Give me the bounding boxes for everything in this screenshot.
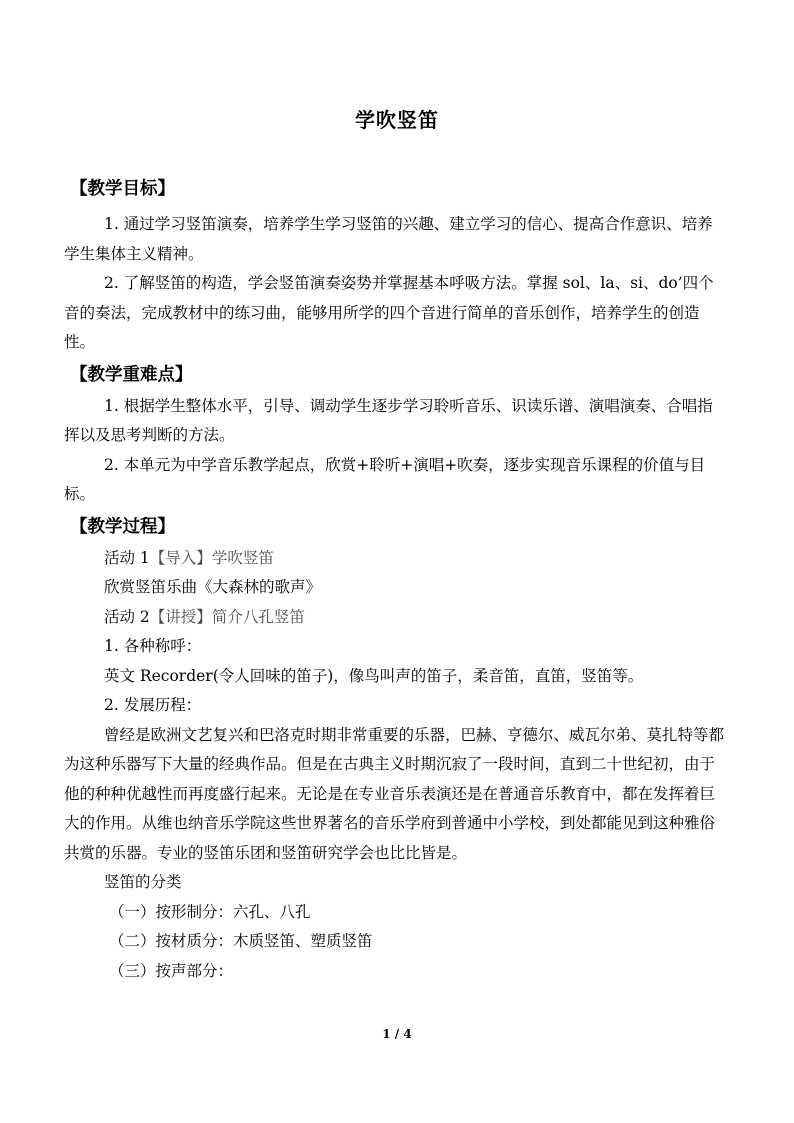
goals-paragraph-1: 1. 通过学习竖笛演奏，培养学生学习竖笛的兴趣、建立学习的信心、提高合作意识、培养学生集体主义精神。 (64, 215, 713, 263)
activity-1-tag: 【导入】 (149, 548, 212, 567)
document-body (64, 172, 724, 986)
item-1-text: 英文 Recorder(令人回味的笛子)，像鸟叫声的笛子，柔音笛，直笛，竖笛等。 (104, 666, 644, 685)
activity-1-prefix: 活动 1 (104, 548, 150, 567)
activity-1-name: 学吹竖笛 (211, 548, 274, 567)
section-heading-goals: 【教学目标】 (70, 179, 175, 199)
page-title: 学吹竖笛 (355, 108, 439, 132)
section-heading-process: 【教学过程】 (70, 516, 175, 537)
item-2-heading: 2. 发展历程： (104, 696, 202, 714)
section-heading-key-points: 【教学重难点】 (70, 364, 193, 385)
goals-paragraph-2: 2. 了解竖笛的构造，学会竖笛演奏姿势并掌握基本呼吸方法。掌握 sol、la、si、do’四个音的奏法，完成教材中的练习曲，能够用所学的四个音进行简单的音乐创作，培养学生的创造性。 (64, 274, 714, 351)
activity-2-name: 简介八孔竖笛 (211, 607, 305, 626)
appreciate-line: 欣赏竖笛乐曲《大森林的歌声》 (104, 578, 322, 596)
classification-heading: 竖笛的分类 (104, 873, 182, 891)
page-number: 1 / 4 (382, 1027, 412, 1041)
activity-2-tag: 【讲授】 (149, 607, 212, 626)
classification-item-1: （一）按形制分：六孔、八孔 (109, 902, 311, 921)
key-points-paragraph-1: 1. 根据学生整体水平，引导、调动学生逐步学习聆听音乐、识读乐谱、演唱演奏、合唱指挥以及思考判断的方法。 (64, 396, 713, 444)
activity-1-line (64, 544, 724, 574)
activity-2-prefix: 活动 2 (104, 607, 150, 626)
classification-item-3: （三）按声部分： (109, 961, 234, 980)
key-points-paragraph-2: 2. 本单元为中学音乐教学起点，欣赏+聆听+演唱+吹奏，逐步实现音乐课程的价值与目标。 (64, 455, 706, 503)
activity-2-line (64, 603, 724, 633)
history-paragraph: 曾经是欧洲文艺复兴和巴洛克时期非常重要的乐器，巴赫、亨德尔、威瓦尔弟、莫扎特等都为这种乐器写下大量的经典作品。但是在古典主义时期沉寂了一段时间，直到二十世纪初，由于他的种种优越性而再度盛行起来。无论是在专业音乐表演还是在普通音乐教育中，都在发挥着巨大的作用。从维也纳音乐学院这些世界著名的音乐学府到普通中小学校，到处都能见到这种雅俗共赏的乐器。专业的竖笛乐团和竖笛研究学会也比比皆是。 (64, 725, 725, 862)
item-1-heading: 1. 各种称呼： (104, 637, 202, 655)
classification-item-2: （二）按材质分：木质竖笛、塑质竖笛 (109, 932, 373, 950)
